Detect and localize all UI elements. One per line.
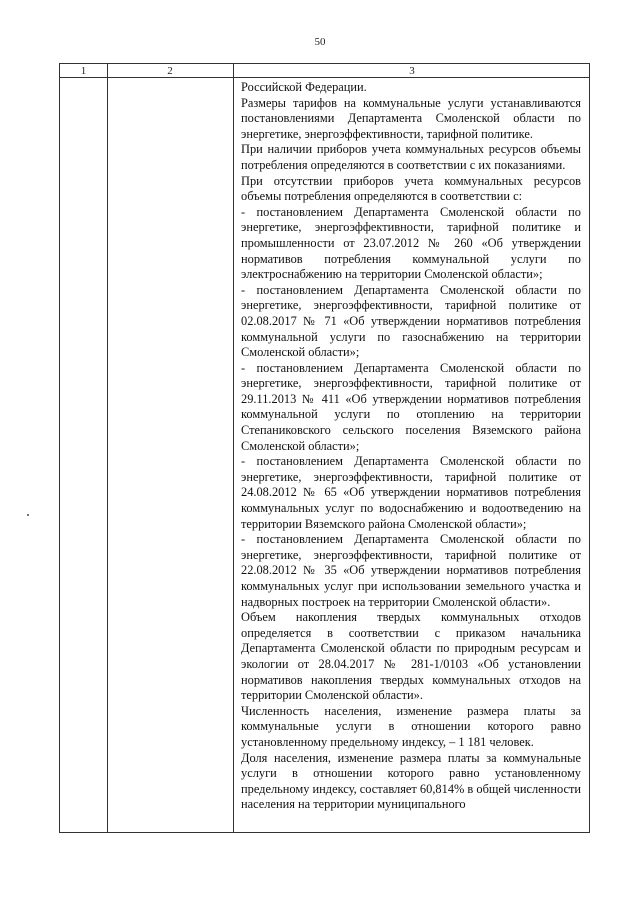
- column-header-2: 2: [167, 65, 173, 77]
- paragraph: Объем накопления твердых коммунальных отходов определяется в соответствии с приказом начальника Департамента Смоленской области по природным ресурсам и экологии от 28.04.2017 № 281-1/0103 «Об установлении нормативов накопления твердых коммунальных отходов на территории Смоленской области».: [241, 610, 581, 703]
- column-divider: [233, 64, 234, 832]
- paragraph: Численность населения, изменение размера платы за коммунальные услуги в отношении которого равно установленному предельному индексу, – 1 181 человек.: [241, 703, 581, 749]
- list-item: - постановлением Департамента Смоленской области по энергетике, энергоэффективности, тарифной политике от 29.11.2013 № 411 «Об утверждении нормативов потребления коммунальной услуги по отоплению на территории Степаниковского сельского поселения Вяземского района Смоленской области»;: [241, 360, 581, 453]
- list-item: - постановлением Департамента Смоленской области по энергетике, энергоэффективности, тарифной политике от 24.08.2012 № 65 «Об утверждении нормативов потребления коммунальных услуг по водоснабжению и водоотведению на территории Вяземского района Смоленской области»;: [241, 454, 581, 531]
- list-item: - постановлением Департамента Смоленской области по энергетике, энергоэффективности, тарифной политике и промышленности от 23.07.2012 № 260 «Об утверждении нормативов потребления коммунальной услуги по электроснабжению на территории Смоленской области»;: [241, 204, 581, 282]
- page-number: 50: [314, 36, 326, 48]
- list-item: - постановлением Департамента Смоленской области по энергетике, энергоэффективности, тарифной политике от 02.08.2017 № 71 «Об утверждении нормативов потребления коммунальной услуги по газоснабжению на территории Смоленской области»;: [241, 282, 581, 360]
- content-table: [59, 63, 590, 833]
- column-3-text: [241, 80, 581, 813]
- table-header-row: [60, 64, 589, 78]
- paragraph: Российской Федерации.: [241, 80, 367, 94]
- paragraph: Доля населения, изменение размера платы за коммунальные услуги в отношении которого равно установленному предельному индексу, составляет 60,814% в общей численности населения на территории муниципального: [241, 750, 582, 812]
- column-header-3: 3: [409, 65, 415, 77]
- scan-speck: [27, 514, 29, 516]
- column-header-1: 1: [80, 65, 87, 77]
- paragraph: При наличии приборов учета коммунальных ресурсов объемы потребления определяются в соответствии с их показаниями.: [241, 142, 581, 172]
- paragraph: При отсутствии приборов учета коммунальных ресурсов объемы потребления определяются в соответствии с:: [241, 173, 581, 204]
- paragraph: Размеры тарифов на коммунальные услуги устанавливаются постановлениями Департамента Смоленской области по энергетике, энергоэффективности, тарифной политике.: [241, 95, 581, 141]
- list-item: - постановлением Департамента Смоленской области по энергетике, энергоэффективности, тарифной политике от 22.08.2012 № 35 «Об утверждении нормативов потребления коммунальных услуг при использовании земельного участка и надворных построек на территории Смоленской области».: [241, 532, 581, 609]
- column-divider: [107, 64, 108, 832]
